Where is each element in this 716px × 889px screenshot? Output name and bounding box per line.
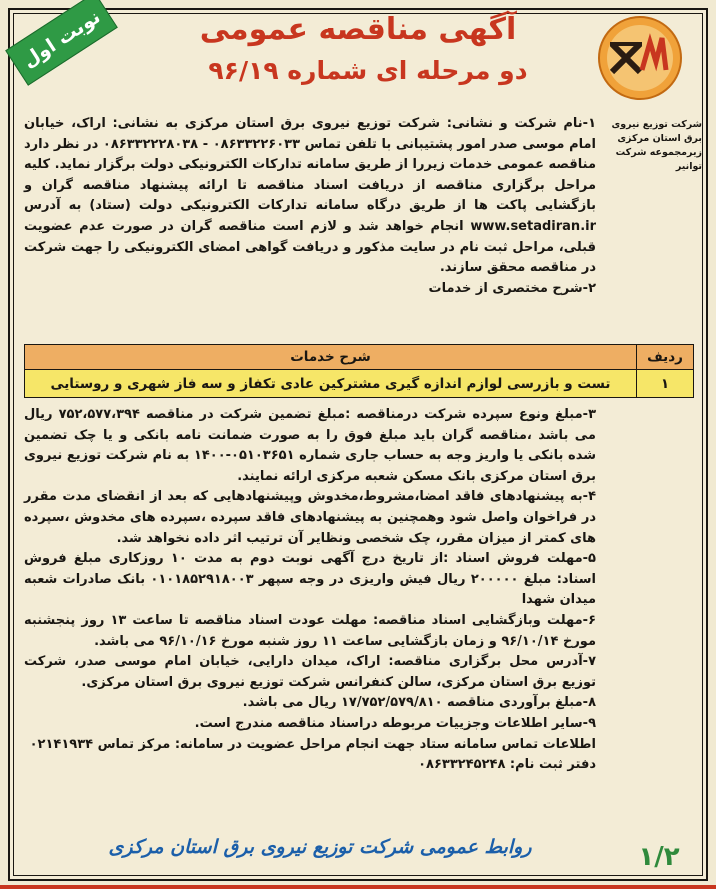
section-1: ۱-نام شرکت و نشانی: شرکت توزیع نیروی برق استان مرکزی به نشانی: اراک، خیابان امام موسی صدر امور پشتیبانی با تلفن تماس ۰۸۶۳۳۲۲۶۰۳۳ - ۰۸۶۳۳۲۲۲۸۰۳۸ در نظر دارد مناقصه عمومی خدمات زیررا از طریق سامانه تدارکات الکترونیکی دولت برگزار نماید. کلیه مراحل برگزاری مناقصه از دریافت اسناد مناقصه تا ارائه پیشنهاد مناقصه گران و بازگشایی پاکت ها از طریق درگاه سامانه تدارکات الکترونیکی دولت (ستاد) به آدرس www.setadiran.ir انجام خواهد شد و لازم است مناقصه گران در صورت عدم عضویت قبلی، مراحل ثبت نام در سایت مذکور و دریافت گواهی امضای الکترونیکی را جهت شرکت در مناقصه محقق سازند.	[24, 116, 597, 276]
services-table	[24, 344, 694, 398]
footer-public-relations: روابط عمومی شرکت توزیع نیروی برق استان مرکزی	[108, 836, 532, 858]
company-name-line1: شرکت توزیع نیروی برق استان مرکزی	[611, 119, 702, 144]
company-logo	[596, 14, 684, 102]
announcement-body-top	[24, 114, 596, 299]
contact-registration: دفتر ثبت نام: ۰۸۶۳۳۲۴۵۲۴۸	[418, 757, 596, 773]
section-4: ۴-به پیشنهادهای فاقد امضا،مشروط،مخدوش وپیشنهادهایی که بعد از انقضای مدت مقرر در فراخوان واصل شود وهمچنین به پیشنهادهای فاقد سپرده ،سپرده های مخدوش ،سپرده های کمتر از میزان مقرر، چک شخصی ونظایر آن ترتیب اثر داده نخواهد شد.	[24, 489, 596, 546]
section-6: ۶-مهلت وبازگشایی اسناد مناقصه: مهلت عودت اسناد مناقصه تا ساعت ۱۳ روز پنجشنبه مورخ ۹۶/۱۰/۱۴ و زمان بازگشایی ساعت ۱۱ روز شنبه مورخ ۹۶/۱۰/۱۶ می باشد.	[24, 612, 596, 649]
section-5: ۵-مهلت فروش اسناد :از تاریخ درج آگهی نوبت دوم به مدت ۱۰ روزکاری مبلغ فروش اسناد: مبلغ ۲۰۰۰۰۰ ریال فیش واریزی در وجه سپهر ۰۱۰۱۸۵۲۹۱۸۰۰۳ بانک صادرات شعبه میدان شهدا	[24, 551, 596, 608]
section-2-heading: ۲-شرح مختصری از خدمات	[428, 280, 596, 296]
row-index: ۱	[636, 370, 693, 397]
section-7: ۷-آدرس محل برگزاری مناقصه: اراک، میدان دارایی، خیابان امام موسی صدر، شرکت توزیع برق استان مرکزی، سالن کنفرانس شرکت توزیع نیروی برق استان مرکزی.	[24, 654, 596, 690]
announcement-body-bottom	[24, 405, 596, 776]
company-name-line2: زیرمجموعه شرکت توانیر	[615, 147, 702, 172]
row-description: تست و بازرسی لوازم اندازه گیری مشترکین عادی تکفاز و سه فاز شهری و روستایی	[50, 375, 611, 392]
section-9: ۹-سایر اطلاعات وجزییات مربوطه دراسناد مناقصه مندرج است.	[194, 715, 596, 731]
table-header	[25, 345, 693, 370]
section-8: ۸-مبلغ برآوردی مناقصه ۱۷/۷۵۲/۵۷۹/۸۱۰ ریال می باشد.	[242, 695, 596, 711]
section-3: ۳-مبلغ ونوع سپرده شرکت درمناقصه :مبلغ تضمین شرکت در مناقصه ۷۵۲،۵۷۷،۳۹۴ ریال می باشد ،مناقصه گران باید مبلغ فوق را به صورت ضمانت نامه بانکی و یا چک تضمین شده بانکی یا واریز وجه به حساب جاری شماره ۰۵۱۰۳۶۵۱-۱۴۰۰ به نام شرکت توزیع نیروی برق استان مرکزی بانک مسکن شعبه مرکزی ارائه نمایند.	[24, 407, 596, 484]
header-index: ردیف	[636, 345, 693, 369]
page-number: ۱/۲	[638, 842, 680, 872]
table-row	[25, 370, 693, 397]
edition-badge: نوبت اول	[5, 0, 118, 86]
page-subtitle: دو مرحله ای شماره ۹۶/۱۹	[208, 56, 528, 85]
power-logo-icon	[596, 14, 684, 102]
page-title: آگهی مناقصه عمومی	[199, 12, 517, 47]
contact-setad: اطلاعات تماس سامانه ستاد جهت انجام مراحل عضویت در سامانه: مرکز تماس ۰۲۱۴۱۹۳۴	[29, 736, 596, 752]
bottom-red-edge	[0, 885, 716, 889]
header-description: شرح خدمات	[290, 349, 371, 365]
company-name	[598, 118, 702, 174]
